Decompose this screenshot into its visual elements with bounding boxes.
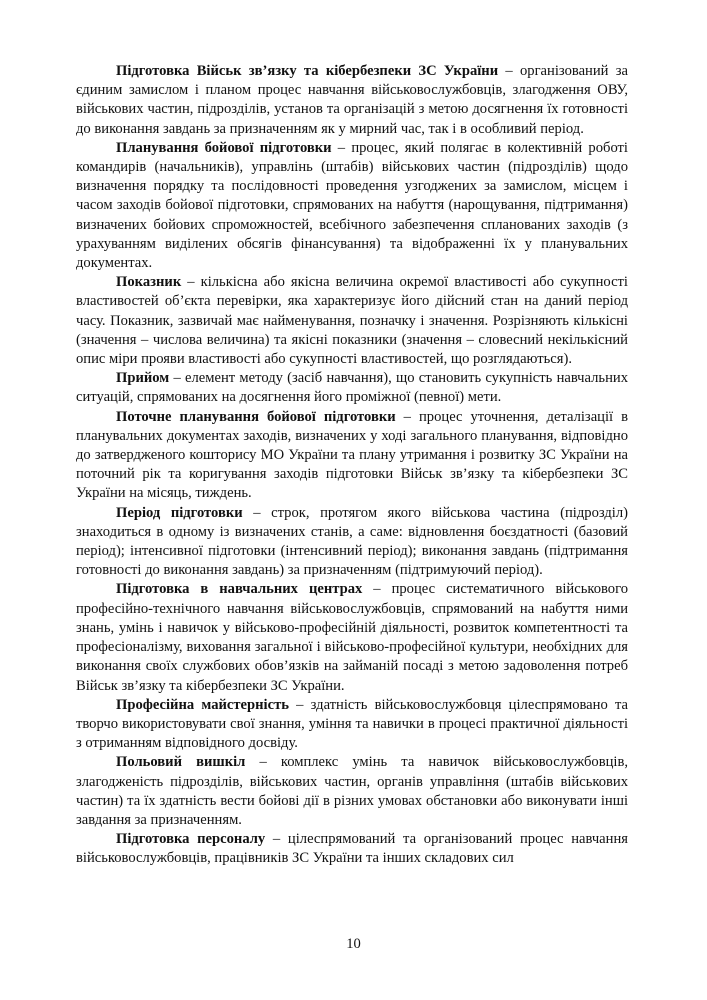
definition-text: – процес систематичного військового професійно-технічного навчання військовослужбовців, спрямований на набуття ними знань, умінь і навичок у військово-професійній діяльності, розвиток компетентності та професіоналізму, виховання загальної і військово-професійної культури, необхідних для виконання своїх службових обов’язків на займаній посаді з метою задоволення потреб Військ зв’язку та кібербезпеки ЗС України. [76,581,628,694]
definition-term: Період підготовки [116,504,243,521]
definition-term: Підготовка Військ зв’язку та кібербезпеки ЗС України [116,63,499,79]
definition-text: – кількісна або якісна величина окремої властивості або сукупності властивостей об’єкта перевірки, яка характеризує його дійсний стан на даний період часу. Показник, зазвичай має найменування, позначку і значення. Розрізняють кількісні (значення – числова величина) та якісні показники (значення – словесний некількісний опис міри прояви властивості або сукупності властивостей, що розглядаються). [76,274,628,368]
definition-text: – організований за єдиним замислом і планом процес навчання військовослужбовців, злагодження ОВУ, військових частин, підрозділів, установ та організацій з метою досягнення їх готовності до виконання завдань за призначенням як у мирний час, так і в особливий період. [76,63,628,137]
page-number: 10 [346,936,361,952]
definition-paragraph [76,273,628,369]
definition-text: – цілеспрямований та організований процес навчання військовослужбовців, працівників ЗС України та інших складових сил [76,831,628,867]
definition-term: Професійна майстерність [116,696,289,713]
definition-term: Польовий вишкіл [116,754,246,771]
definition-term: Підготовка в навчальних центрах [116,581,363,598]
definition-text: – комплекс умінь та навичок військовослужбовців, злагодженість підрозділів, військових частин, органів управління (штабів військових частин) та їх здатність вести бойові дії в різних умовах обстановки або виконувати інші завдання за призначенням. [76,754,628,828]
definition-paragraph [76,696,628,754]
definition-paragraph [76,62,628,139]
definition-paragraph [76,139,628,273]
definition-term: Поточне планування бойової підготовки [116,408,396,425]
definition-paragraph [76,830,628,868]
definition-text: – елемент методу (засіб навчання), що становить сукупність навчальних ситуацій, спрямованих на досягнення його проміжної (певної) мети. [76,370,628,406]
definition-term: Планування бойової підготовки [116,139,332,156]
document-body [76,62,628,869]
definition-term: Показник [116,274,182,291]
definition-term: Прийом [116,370,170,387]
definition-text: – процес, який полягає в колективній роботі командирів (начальників), управлінь (штабів) військових частин (підрозділів) щодо визначення порядку та послідовності проведення узгоджених за замислом, місцем і часом заходів бойової підготовки, спрямованих на набуття (нарощування, підтримання) визначених бойових спроможностей, всебічного забезпечення спланованих заходів (з урахуванням виділених обсягів фінансування) та відображенні їх у планувальних документах. [76,139,628,272]
definition-text: – строк, протягом якого військова частина (підрозділ) знаходиться в одному із визначених станів, а саме: відновлення боєздатності (базовий період); інтенсивної підготовки (інтенсивний період); виконання завдань (підтримання готовності до виконання завдань) за призначенням (підтримуючий період). [76,504,629,579]
definition-text: – процес уточнення, деталізації в планувальних документах заходів, визначених у ході загального планування, відповідно до затвердженого кошторису МО України та плану утримання і розвитку ЗС України на поточний рік та коригування заходів підготовки Військ зв’язку та кібербезпеки ЗС України на місяць, тиждень. [76,408,628,502]
definition-paragraph [76,753,628,830]
definition-paragraph [76,408,628,504]
definition-paragraph [76,504,628,581]
definition-paragraph [76,369,628,407]
definition-term: Підготовка персоналу [116,831,266,848]
definition-text: – здатність військовослужбовця цілеспрямовано та творчо використовувати свої знання, уміння та навички в процесі практичної діяльності з отриманням відповідного досвіду. [76,696,628,752]
definition-paragraph [76,580,628,695]
